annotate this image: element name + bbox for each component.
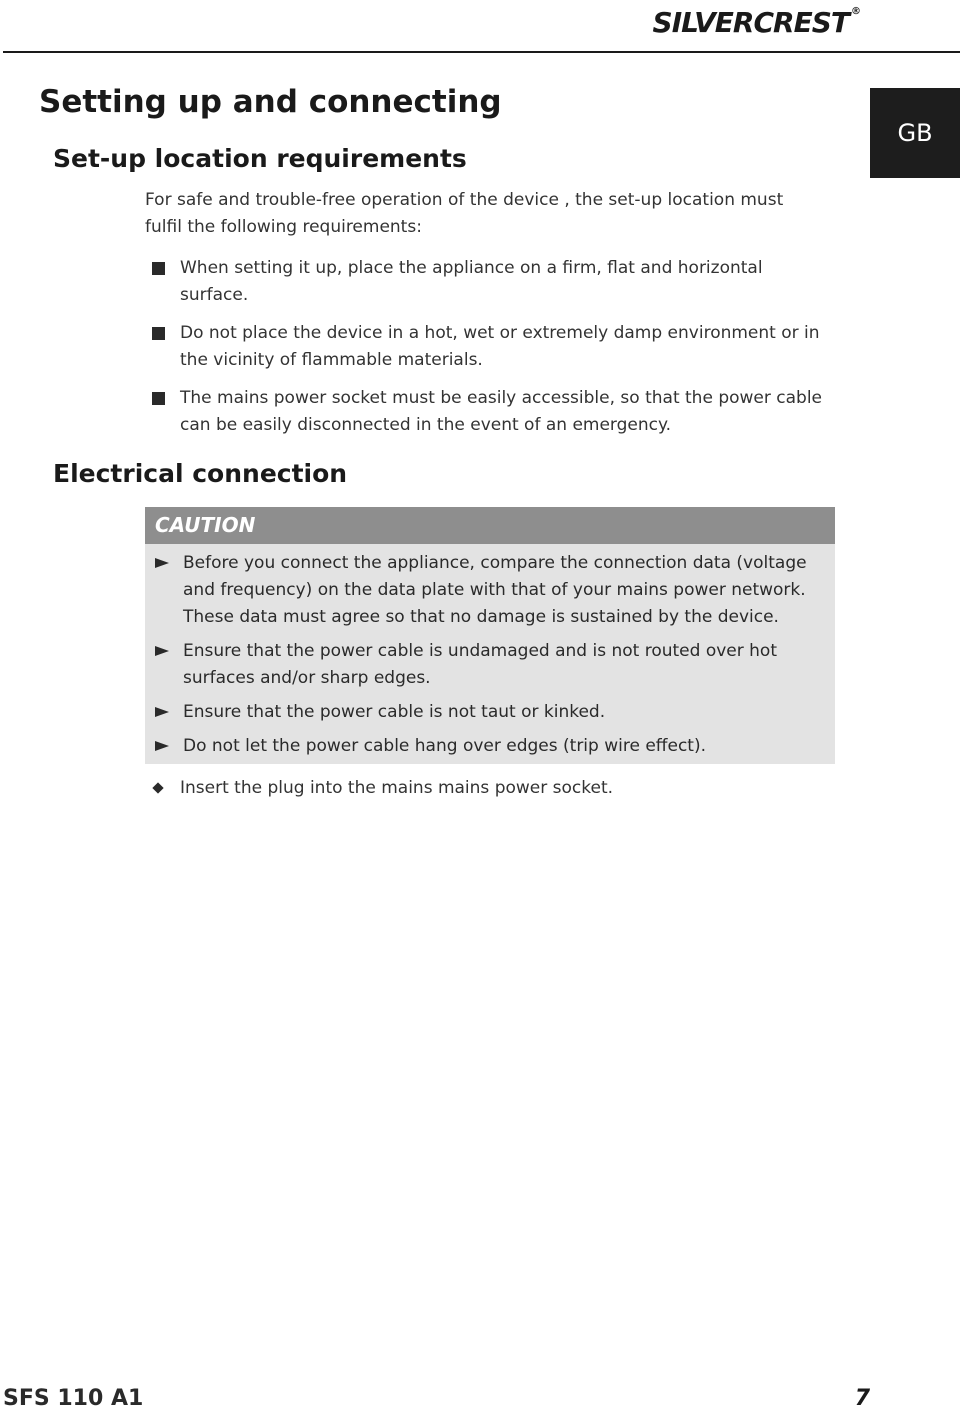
list-item: [152, 255, 832, 309]
brand-logo-part1: SILVER: [652, 6, 754, 39]
setup-intro: For safe and trouble-free operation of the device , the set-up location must fulfil the following requirements:: [145, 190, 784, 237]
square-bullet-icon: [152, 327, 165, 340]
list-item: [152, 385, 832, 439]
caution-label: CAUTION: [145, 507, 835, 544]
footer-model-number: SFS 110 A1: [3, 1386, 144, 1411]
arrow-right-icon: [155, 741, 169, 751]
caution-list: [145, 544, 835, 760]
instruction-step-text: Insert the plug into the mains mains power socket.: [180, 778, 614, 798]
caution-item-text: Ensure that the power cable is not taut or kinked.: [183, 702, 606, 722]
list-item-text: Do not place the device in a hot, wet or extremely damp environment or in the vicinity of flammable materials.: [180, 323, 820, 370]
caution-item-text: Before you connect the appliance, compare the connection data (voltage and frequency) on the data plate with that of your mains power network. These data must agree so that no damage is sustained by the device.: [183, 553, 807, 627]
setup-requirements-list: [152, 255, 832, 450]
arrow-right-icon: [155, 558, 169, 568]
list-item-text: The mains power socket must be easily accessible, so that the power cable can be easily disconnected in the event of an emergency.: [180, 388, 822, 435]
instruction-step: [152, 775, 613, 802]
arrow-right-icon: [155, 707, 169, 717]
registered-mark: ®: [851, 6, 860, 17]
caution-item: [145, 733, 835, 760]
arrow-right-icon: [155, 646, 169, 656]
caution-item: [145, 550, 835, 631]
brand-logo: [653, 6, 860, 39]
square-bullet-icon: [152, 262, 165, 275]
list-item-text: When setting it up, place the appliance on a firm, flat and horizontal surface.: [180, 258, 763, 305]
header-divider: [3, 51, 960, 53]
electrical-section-heading: Electrical connection: [53, 459, 348, 488]
caution-item-text: Ensure that the power cable is undamaged and is not routed over hot surfaces and/or sharp edges.: [183, 641, 777, 688]
square-bullet-icon: [152, 392, 165, 405]
caution-item: [145, 699, 835, 726]
language-tab: GB: [870, 88, 960, 178]
caution-item: [145, 638, 835, 692]
footer-page-number: 7: [854, 1386, 870, 1411]
list-item: [152, 320, 832, 374]
page-title: Setting up and connecting: [39, 84, 502, 120]
brand-logo-part2: CREST: [753, 6, 849, 39]
diamond-icon: [152, 782, 163, 793]
setup-section-heading: Set-up location requirements: [53, 144, 467, 173]
caution-item-text: Do not let the power cable hang over edges (trip wire effect).: [183, 736, 707, 756]
caution-box: [145, 507, 835, 764]
